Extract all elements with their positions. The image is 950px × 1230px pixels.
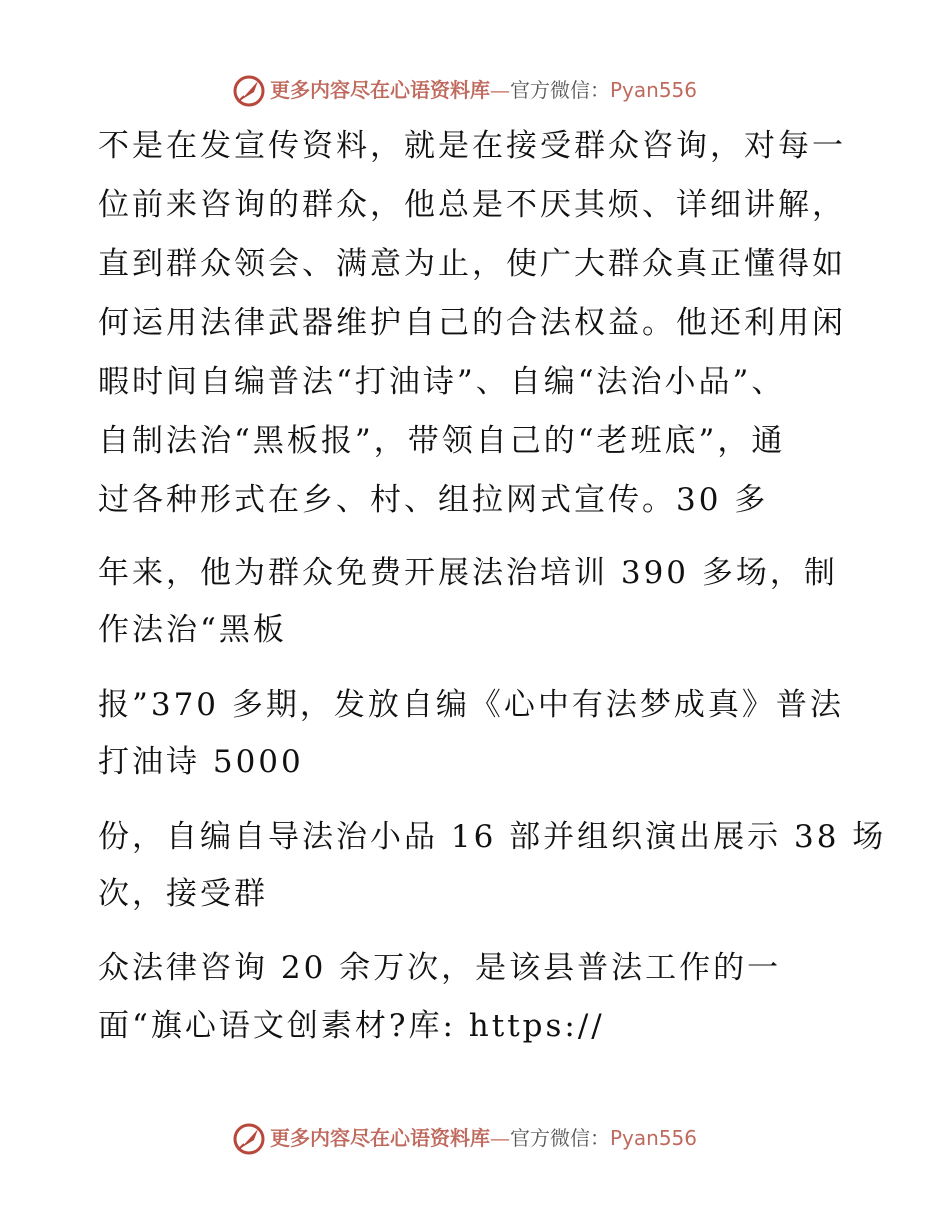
watermark-account-id: Pyan556: [610, 78, 698, 102]
quill-logo-icon: [232, 1122, 266, 1156]
watermark-main: 更多内容尽在心语资料库: [270, 78, 490, 102]
watermark-account-label: 官方微信：: [510, 1126, 610, 1150]
watermark-text: [270, 78, 697, 102]
body-line: 份，自编自导法治小品 16 部并组织演出展示 38 场: [98, 819, 887, 855]
body-line: 位前来咨询的群众，他总是不厌其烦、详细讲解，: [98, 187, 846, 223]
body-line: 报”370 多期，发放自编《心中有法梦成真》普法: [98, 687, 844, 723]
watermark-account-id: Pyan556: [610, 1126, 698, 1150]
body-line: 众法律咨询 20 余万次，是该县普法工作的一: [98, 950, 782, 986]
watermark-footer: [0, 1120, 950, 1160]
watermark-dash: —: [490, 78, 510, 102]
body-line: 暇时间自编普法“打油诗”、自编“法治小品”、: [98, 364, 786, 400]
body-line: 年来，他为群众免费开展法治培训 390 多场，制: [98, 555, 838, 591]
body-line: 过各种形式在乡、村、组拉网式宣传。30 多: [98, 482, 769, 518]
body-line: 直到群众领会、满意为止，使广大群众真正懂得如: [98, 246, 846, 282]
watermark-header: [0, 72, 950, 112]
quill-logo-icon: [232, 74, 266, 108]
body-line: 作法治“黑板: [98, 612, 287, 648]
body-line: 次，接受群: [98, 876, 268, 912]
body-line: 自制法治“黑板报”，带领自己的“老班底”，通: [98, 423, 786, 459]
body-line: 何运用法律武器维护自己的合法权益。他还利用闲: [98, 305, 846, 341]
body-line: 打油诗 5000: [98, 744, 304, 780]
watermark-account-label: 官方微信：: [510, 78, 610, 102]
watermark-text: [270, 1126, 697, 1150]
watermark-dash: —: [490, 1126, 510, 1150]
body-line: 不是在发宣传资料，就是在接受群众咨询，对每一: [98, 128, 846, 164]
body-line: 面“旗心语文创素材?库: https://: [98, 1008, 605, 1044]
watermark-main: 更多内容尽在心语资料库: [270, 1126, 490, 1150]
